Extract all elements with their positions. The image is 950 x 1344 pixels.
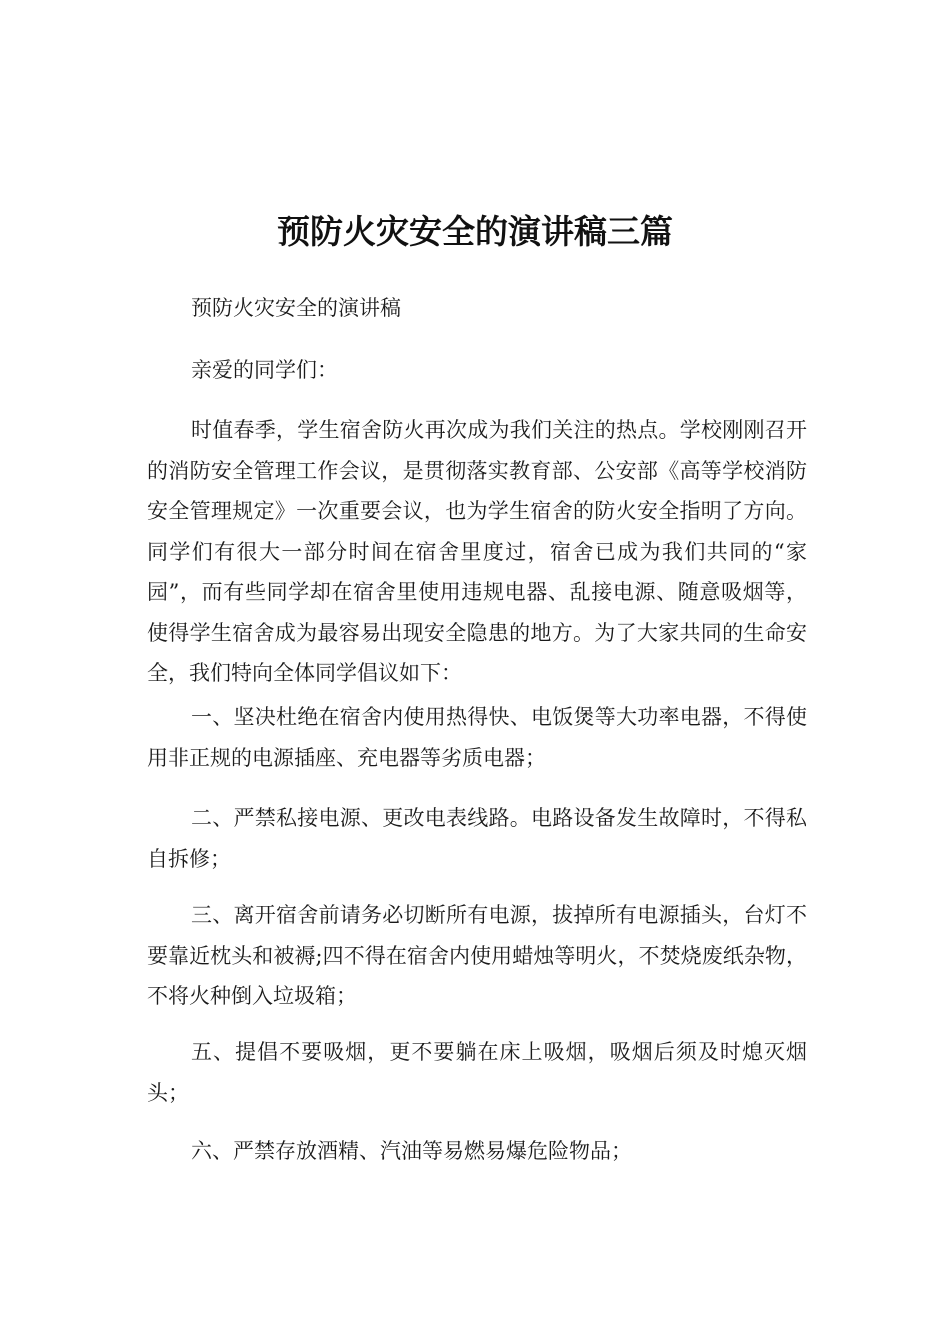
paragraph: 五、提倡不要吸烟，更不要躺在床上吸烟，吸烟后须及时熄灭烟头； — [147, 1040, 807, 1105]
subtitle-text: 预防火灾安全的演讲稿 — [191, 296, 401, 320]
greeting-text: 亲爱的同学们： — [191, 358, 338, 382]
paragraph-intro — [147, 410, 807, 694]
paragraph: 一、坚决杜绝在宿舍内使用热得快、电饭煲等大功率电器，不得使用非正规的电源插座、充电器等劣质电器； — [147, 705, 807, 770]
paragraph: 时值春季，学生宿舍防火再次成为我们关注的热点。学校刚刚召开的消防安全管理工作会议，是贯彻落实教育部、公安部《高等学校消防安全管理规定》一次重要会议，也为学生宿舍的防火安全指明了方向。同学们有很大一部分时间在宿舍里度过，宿舍已成为我们共同的“家园”，而有些同学却在宿舍里使用违规电器、乱接电源、随意吸烟等，使得学生宿舍成为最容易出现安全隐患的地方。为了大家共同的生命安全，我们特向全体同学倡议如下： — [147, 418, 807, 685]
speech-subtitle — [147, 288, 807, 329]
document-title: 预防火灾安全的演讲稿三篇 — [277, 212, 673, 251]
paragraph: 二、严禁私接电源、更改电表线路。电路设备发生故障时，不得私自拆修； — [147, 806, 807, 871]
paragraph-item-6 — [147, 1131, 807, 1172]
paragraph-item-3-4 — [147, 895, 807, 1017]
greeting — [147, 350, 807, 391]
paragraph-item-2 — [147, 798, 807, 879]
paragraph: 三、离开宿舍前请务必切断所有电源，拔掉所有电源插头，台灯不要靠近枕头和被褥;四不得在宿舍内使用蜡烛等明火，不焚烧废纸杂物，不将火种倒入垃圾箱； — [147, 903, 807, 1008]
paragraph: 六、严禁存放酒精、汽油等易燃易爆危险物品； — [191, 1139, 632, 1163]
paragraph-item-5 — [147, 1032, 807, 1113]
paragraph-item-1 — [147, 697, 807, 778]
